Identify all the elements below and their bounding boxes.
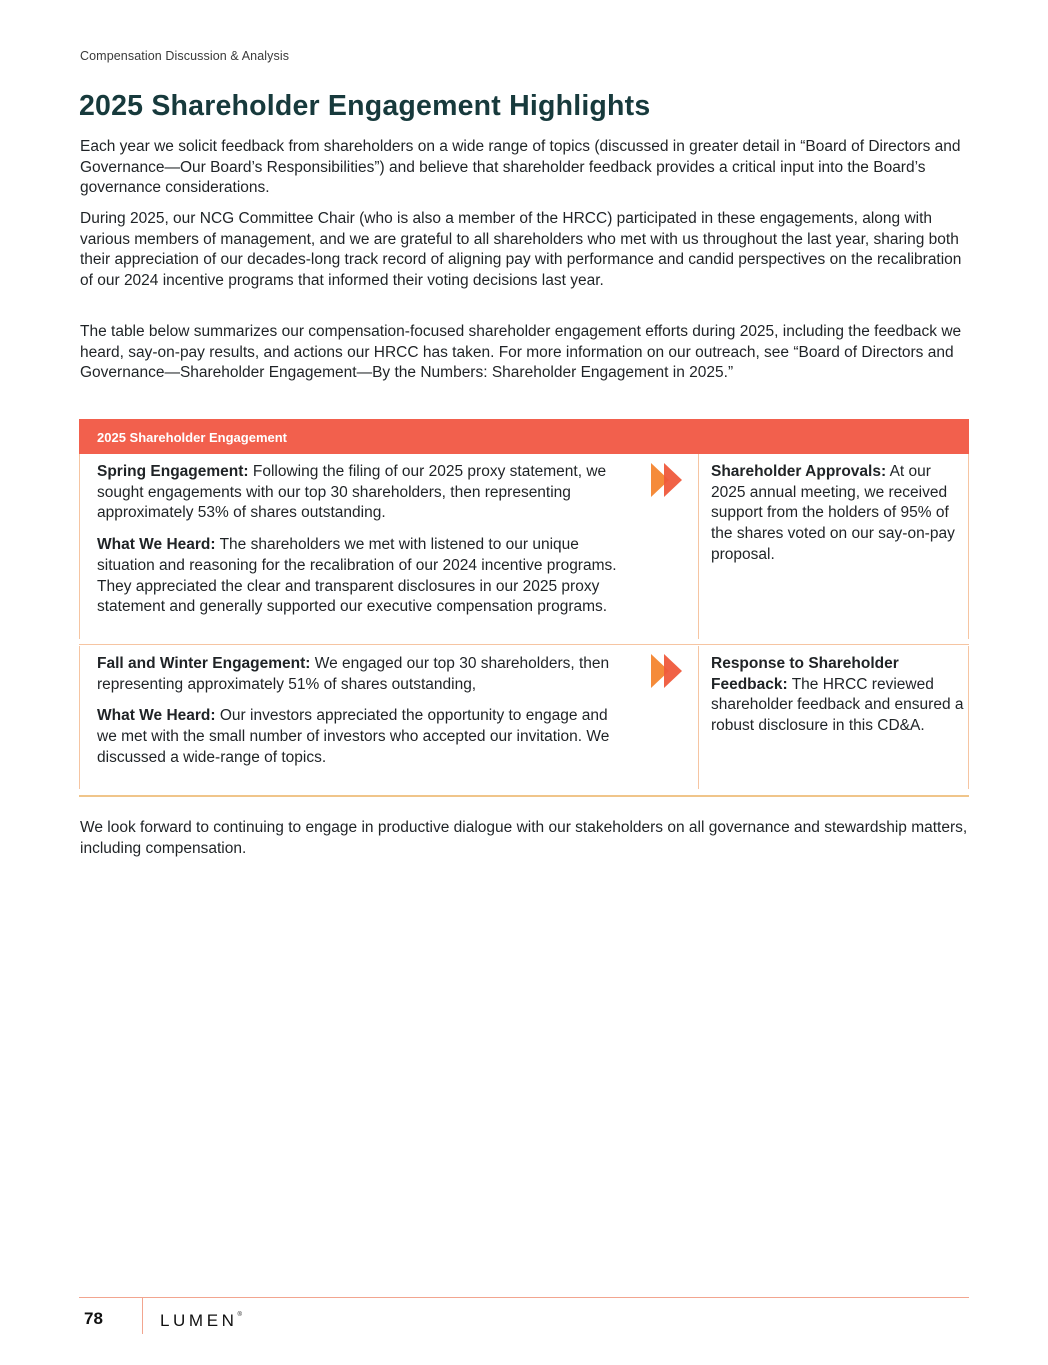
engagement-cell (97, 462, 627, 618)
double-chevron-right-icon (651, 463, 687, 497)
page-title: 2025 Shareholder Engagement Highlights (79, 90, 651, 122)
feedback-label: What We Heard: (97, 536, 216, 554)
result-label: Response to Shareholder Feedback: (711, 655, 899, 693)
closing-paragraph: We look forward to continuing to engage in productive dialogue with our stakeholders on all governance and stewardship matters, including compensation. (80, 819, 968, 857)
result-cell (711, 654, 965, 737)
engagement-table-header: 2025 Shareholder Engagement (79, 419, 969, 454)
column-divider (698, 454, 699, 639)
feedback-description (97, 535, 627, 618)
section-header: Compensation Discussion & Analysis (80, 49, 290, 63)
registered-mark: ® (237, 1312, 242, 1318)
feedback-text: The shareholders we met with listened to our unique situation and reasoning for the recalibration of our 2024 incentive programs. They appreciated the clear and transparent disclosures in our 2025 proxy statement and generally supported our executive compensation programs. (97, 536, 617, 616)
footer-divider (142, 1298, 143, 1334)
intro-paragraph-1: Each year we solicit feedback from shareholders on a wide range of topics (discussed in greater detail in “Board of Directors and Governance—Our Board’s Responsibilities”) and believe that shareholder feedback provides a critical input into the Board’s governance considerations. (80, 138, 961, 197)
engagement-text: Following the filing of our 2025 proxy statement, we sought engagements with our top 30 shareholders, then representing approximately 53% of shares outstanding. (97, 463, 607, 522)
engagement-label: Fall and Winter Engagement: (97, 655, 311, 672)
footer-rule (79, 1297, 969, 1298)
engagement-description (97, 654, 627, 695)
intro-paragraph-3: The table below summarizes our compensation-focused shareholder engagement efforts during 2025, including the feedback we heard, say-on-pay results, and actions our HRCC has taken. For more information on our outreach, see “Board of Directors and Governance—Shareholder Engagement—By the Numbers: Shareholder Engagement in 2025.” (80, 323, 962, 382)
result-text: The HRCC reviewed shareholder feedback and ensured a robust disclosure in this CD&A. (711, 675, 964, 735)
engagement-cell (97, 654, 627, 769)
engagement-label: Spring Engagement: (97, 463, 249, 480)
result-text: At our 2025 annual meeting, we received support from the holders of 95% of the shares voted on our say-on-pay proposal. (711, 463, 955, 563)
feedback-text: Our investors appreciated the opportunity to engage and we met with the small number of investors who accepted our invitation. We discussed a wide-range of topics. (97, 707, 610, 766)
brand-name: LUMEN (160, 1311, 238, 1330)
page-number: 78 (84, 1309, 103, 1328)
lumen-logo (160, 1311, 242, 1331)
feedback-description (97, 706, 627, 768)
engagement-description (97, 462, 627, 524)
engagement-row-spring (79, 454, 969, 639)
double-chevron-right-icon (651, 654, 687, 688)
row-separator (79, 644, 969, 645)
column-divider (698, 646, 699, 789)
table-bottom-rule (79, 795, 969, 797)
engagement-row-fall-winter (79, 646, 969, 789)
feedback-label: What We Heard: (97, 707, 216, 725)
result-label: Shareholder Approvals: (711, 463, 887, 480)
result-cell (711, 462, 965, 566)
engagement-text: We engaged our top 30 shareholders, then representing approximately 51% of shares outstanding, (97, 655, 610, 693)
intro-paragraph-2: During 2025, our NCG Committee Chair (who is also a member of the HRCC) participated in these engagements, along with various members of management, and we are grateful to all shareholders who met with us throughout the last year, sharing both their appreciation of our decades-long track record of aligning pay with performance and candid perspectives on the recalibration of our 2024 incentive programs that informed their voting decisions last year. (80, 210, 962, 290)
